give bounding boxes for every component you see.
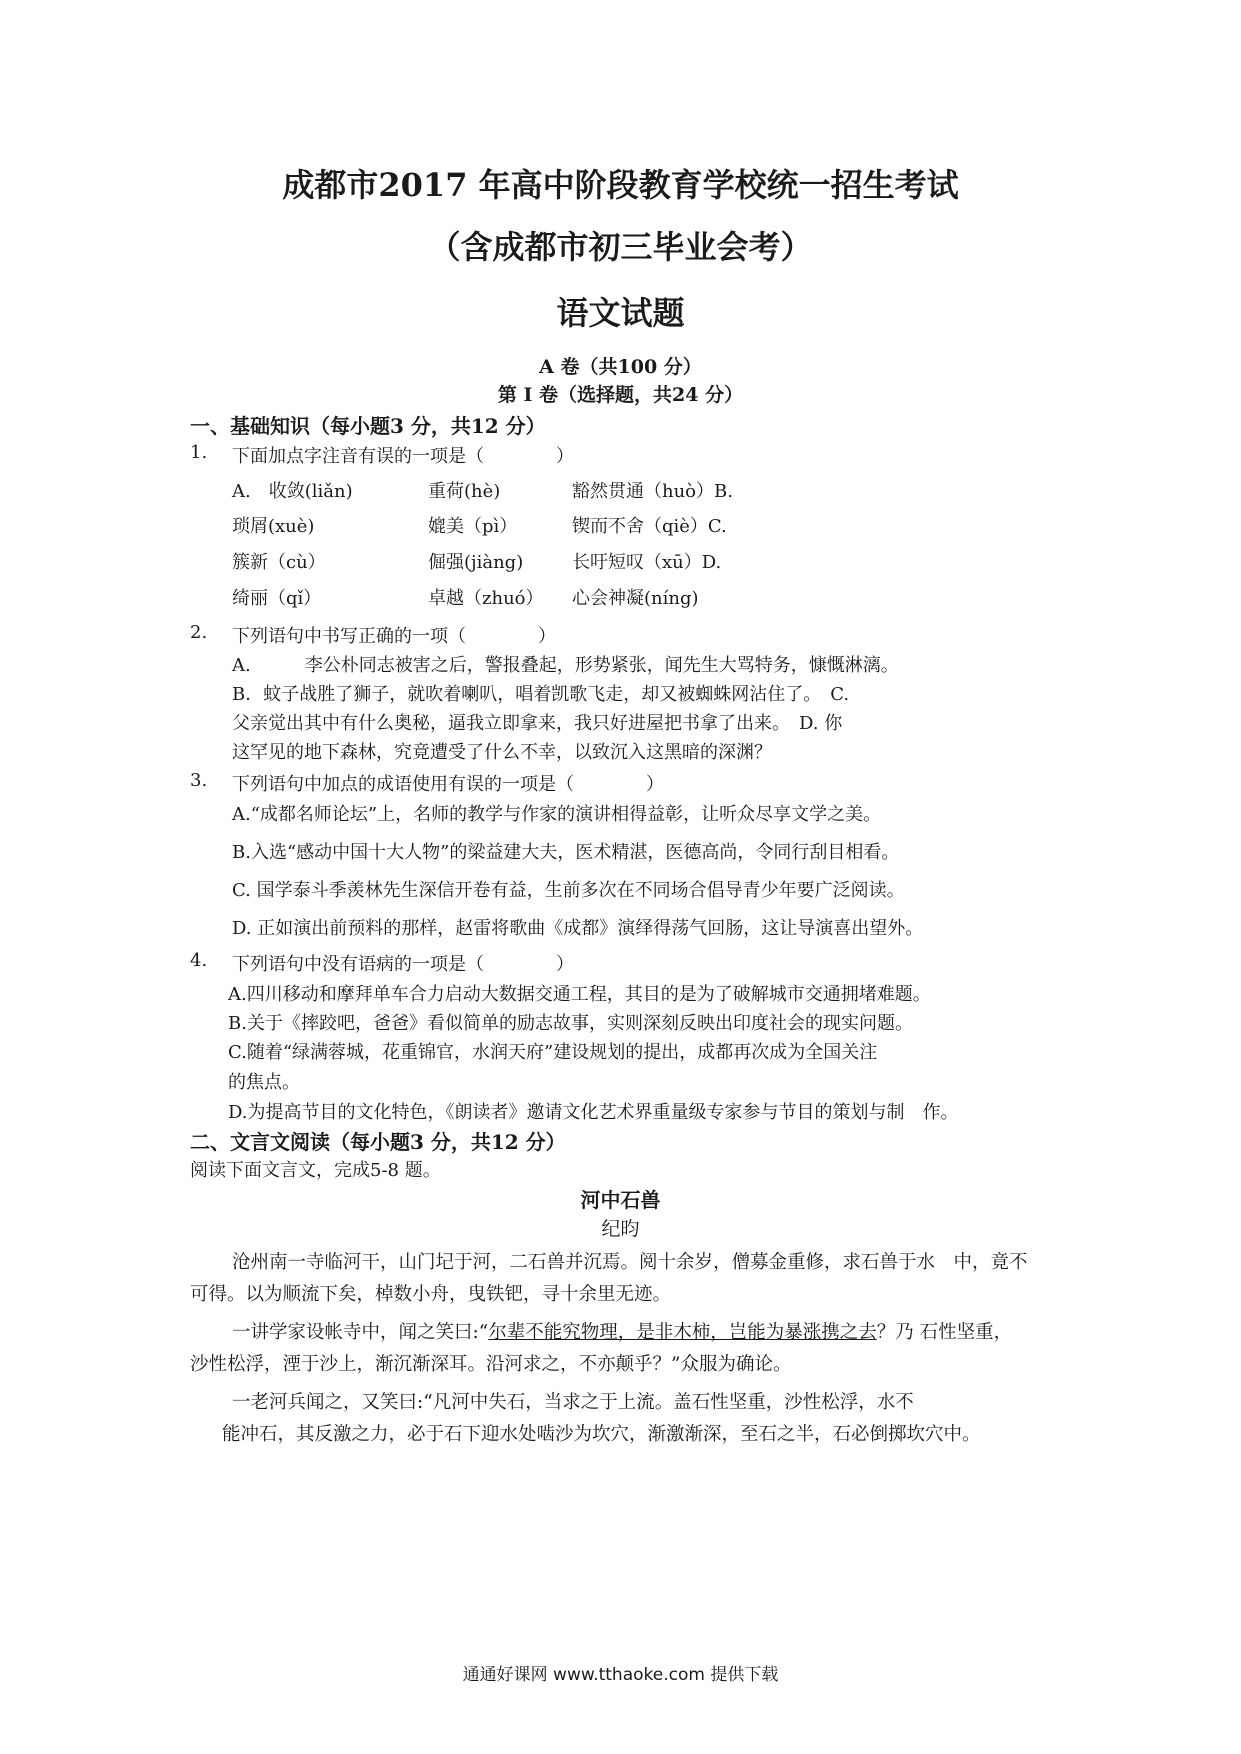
q3-option-line: D. 正如演出前预料的那样，赵雷将歌曲《成都》演绎得荡气回肠，这让导演喜出望外。 [232, 918, 924, 939]
passage-text: ？乃 石性坚重， [876, 1322, 1013, 1343]
q1-option-cell: 倔强(jiàng) [428, 552, 524, 573]
passage-line: 一老河兵闻之，又笑曰:“凡河中失石，当求之于上流。盖石性坚重，沙性松浮，水不 [232, 1392, 914, 1413]
q2-option-line: 父亲觉出其中有什么奥秘，逼我立即拿来，我只好进屋把书拿了出来。 D. 你 [232, 713, 843, 734]
passage-line: 可得。以为顺流下矣，棹数小舟，曳铁钯，寻十余里无迹。 [190, 1284, 672, 1305]
q2-option-line: A. 李公朴同志被害之后，警报叠起，形势紧张，闻先生大骂特务，慷慨淋漓。 [232, 655, 899, 676]
question-1-number: 1. [190, 442, 208, 463]
q1-option-cell: 绮丽（qǐ） [232, 588, 322, 609]
question-1-stem: 下面加点字注音有误的一项是（ ） [232, 446, 574, 467]
passage-line: 能冲石，其反激之力，必于石下迎水处啮沙为坎穴，渐激渐深，至石之半，石必倒掷坎穴中。 [222, 1424, 981, 1445]
question-4-stem: 下列语句中没有语病的一项是（ ） [232, 954, 574, 975]
q1-option-cell: 琐屑(xuè) [232, 516, 315, 537]
q3-option-line: A.“成都名师论坛”上，名师的教学与作家的演讲相得益彰，让听众尽享文学之美。 [232, 804, 882, 825]
page-footer: 通通好课网 www.tthaoke.com 提供下载 [462, 1665, 779, 1685]
q2-option-line: B．蚊子战胜了狮子，就吹着喇叭，唱着凯歌飞走，却又被蜘蛛网沾住了。 C. [232, 684, 850, 705]
q1-option-cell: A. 收敛(liǎn) [232, 481, 353, 502]
q1-option-cell: 豁然贯通（huò）B. [572, 481, 733, 502]
q1-option-cell: 卓越（zhuó） [428, 588, 544, 609]
q1-option-cell: 心会神凝(níng) [572, 588, 699, 609]
q4-option-line: 的焦点。 [228, 1072, 300, 1093]
paper-a-heading: A 卷（共100 分） [539, 356, 702, 378]
question-3-number: 3. [190, 770, 208, 791]
question-4-number: 4. [190, 950, 208, 971]
q4-option-line: A.四川移动和摩拜单车合力启动大数据交通工程，其目的是为了破解城市交通拥堵难题。 [228, 984, 931, 1005]
q3-option-line: C. 国学泰斗季羡林先生深信开卷有益，生前多次在不同场合倡导青少年要广泛阅读。 [232, 880, 905, 901]
question-2-stem: 下列语句中书写正确的一项（ ） [232, 626, 556, 647]
q2-option-line: 这罕见的地下森林，究竟遭受了什么不幸，以致沉入这黑暗的深渊？ [232, 742, 772, 763]
passage-line: 沙性松浮，湮于沙上，渐沉渐深耳。沿河求之，不亦颠乎？”众服为确论。 [190, 1354, 792, 1375]
q3-option-line: B.入选“感动中国十大人物”的梁益建大夫，医术精湛，医德高尚，令同行刮目相看。 [232, 842, 900, 863]
passage-author: 纪昀 [601, 1218, 640, 1240]
passage-line: 沧州南一寺临河干，山门圮于河，二石兽并沉焉。阅十余岁，僧募金重修，求石兽于水 中，竟不 [232, 1252, 1028, 1273]
q1-option-cell: 重荷(hè) [428, 481, 501, 502]
q4-option-line: B.关于《摔跤吧，爸爸》看似简单的励志故事，实则深刻反映出印度社会的现实问题。 [228, 1013, 913, 1034]
passage-title: 河中石兽 [580, 1188, 661, 1212]
section-2-heading: 二、文言文阅读（每小题3 分，共12 分） [190, 1130, 566, 1154]
question-2-number: 2. [190, 622, 208, 643]
part-1-heading: 第 I 卷（选择题，共24 分） [497, 384, 744, 406]
passage-line [232, 1318, 1012, 1344]
question-3-stem: 下列语句中加点的成语使用有误的一项是（ ） [232, 774, 664, 795]
q4-option-line: C.随着“绿满蓉城，花重锦官，水润天府”建设规划的提出，成都再次成为全国关注 [228, 1042, 878, 1063]
passage-text: 一讲学家设帐寺中，闻之笑曰:“ [232, 1322, 489, 1343]
underlined-sentence: 尔辈不能究物理，是非木柿，岂能为暴涨携之去 [488, 1322, 877, 1343]
q4-option-line: D.为提高节目的文化特色，《朗读者》邀请文化艺术界重量级专家参与节目的策划与制 作。 [228, 1102, 959, 1123]
exam-subtitle: （含成都市初三毕业会考） [428, 228, 813, 266]
subject-title: 语文试题 [556, 294, 685, 332]
q1-option-cell: 媲美（pì） [428, 516, 518, 537]
q1-option-cell: 锲而不舍（qiè）C. [572, 516, 727, 537]
q1-option-cell: 长吁短叹（xū）D. [572, 552, 722, 573]
section-2-intro: 阅读下面文言文，完成5-8 题。 [190, 1160, 441, 1181]
q1-option-cell: 簇新（cù） [232, 552, 326, 573]
section-1-heading: 一、基础知识（每小题3 分，共12 分） [190, 414, 546, 438]
exam-title: 成都市2017 年高中阶段教育学校统一招生考试 [282, 166, 959, 204]
